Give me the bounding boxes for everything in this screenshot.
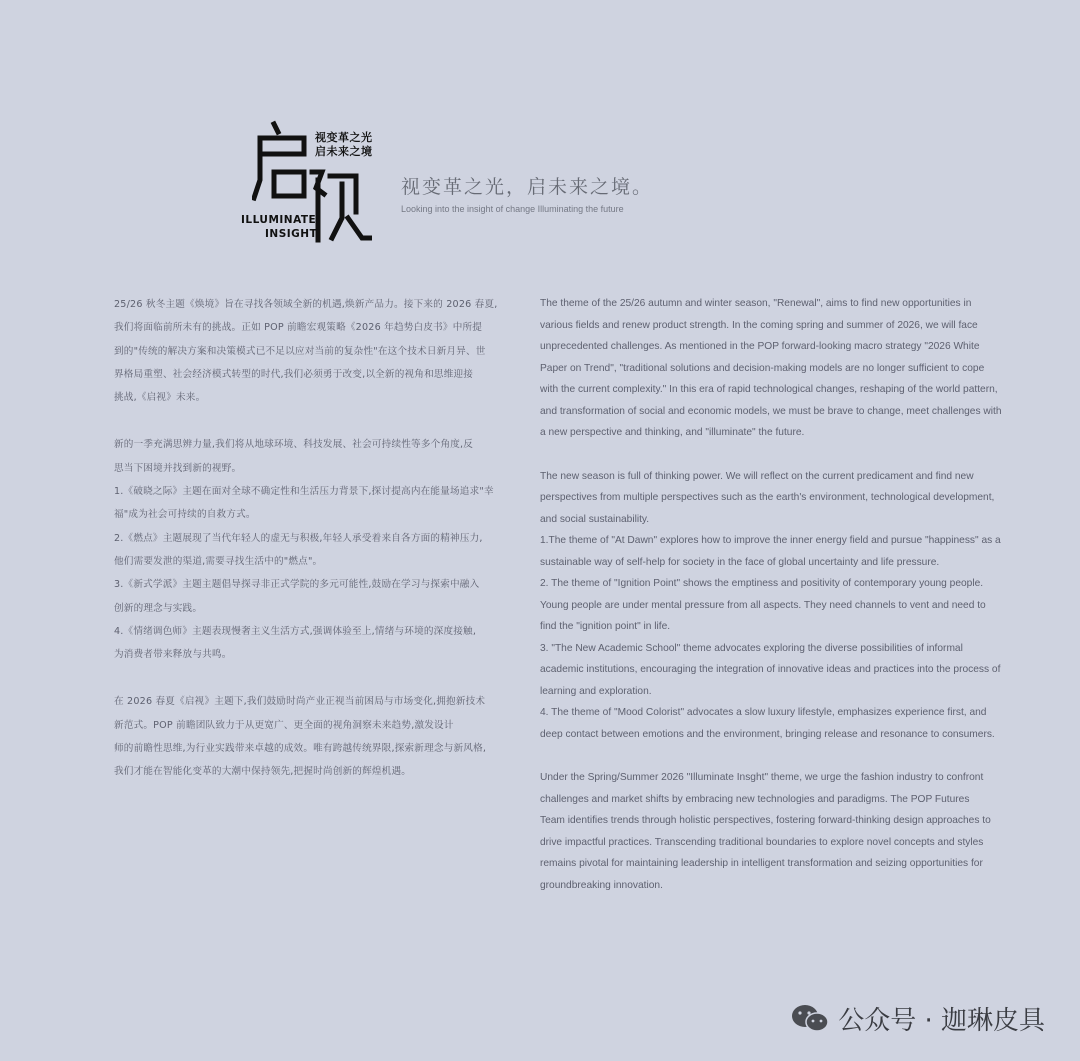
- text-line: 2.《燃点》主题展现了当代年轻人的虚无与积极,年轻人承受着来自各方面的精神压力,: [114, 532, 483, 544]
- english-paragraph-2: [540, 466, 1028, 746]
- text-line: Paper on Trend", "traditional solutions and decision-making models are no longer sufficient to cope: [540, 362, 985, 374]
- logo-en-line2: INSIGHT: [265, 228, 318, 240]
- watermark-label: 公众号 · 迦琳皮具: [838, 1006, 1045, 1036]
- logo-cn-line1: 视变革之光: [315, 131, 373, 144]
- text-line: and transformation of social and economic models, we must be brave to change, meet challenges with: [540, 405, 1002, 417]
- text-line: Young people are under mental pressure from all aspects. They need channels to vent and need to: [540, 599, 986, 611]
- text-line: various fields and renew product strength. In the coming spring and summer of 2026, we will face: [540, 319, 978, 331]
- text-line: 4.《情绪调色师》主题表现慢奢主义生活方式,强调体验至上,情绪与环境的深度接触,: [114, 625, 477, 637]
- english-paragraph-1: [540, 293, 1028, 444]
- text-line: 在 2026 春夏《启视》主题下,我们鼓励时尚产业正视当前困局与市场变化,拥抱新技术: [114, 696, 486, 708]
- text-line: Under the Spring/Summer 2026 "Illuminate Insght" theme, we urge the fashion industry to confront: [540, 772, 984, 783]
- text-line: deep contact between emotions and the environment, bringing release and resonance to consumers.: [540, 728, 995, 740]
- logo-cn-line2: 启未来之境: [315, 145, 373, 158]
- text-line: drive impactful practices. Transcending traditional boundaries to explore novel concepts and styles: [540, 836, 984, 848]
- text-line: with the current complexity." In this era of rapid technological changes, reshaping of the world pattern,: [540, 384, 998, 395]
- text-line: 思当下困境并找到新的视野。: [114, 462, 242, 474]
- text-line: 新的一季充满思辨力量,我们将从地球环境、科技发展、社会可持续性等多个角度,反: [114, 439, 474, 451]
- text-line: 到的"传统的解决方案和决策模式已不足以应对当前的复杂性"在这个技术日新月异、世: [114, 345, 486, 357]
- logo-en-line1: ILLUMINATE: [241, 214, 317, 226]
- text-line: sustainable way of self-help for society in the face of global uncertainty and life pressure.: [540, 556, 940, 568]
- text-line: 他们需要发泄的渠道,需要寻找生活中的"燃点"。: [114, 555, 323, 567]
- chinese-paragraph-1: [114, 293, 524, 409]
- text-line: 4. The theme of "Mood Colorist" advocates a slow luxury lifestyle, emphasizes experience first, and: [540, 707, 987, 718]
- text-line: 师的前瞻性思维,为行业实践带来卓越的成效。唯有跨越传统界限,探索新理念与新风格,: [114, 743, 487, 755]
- chinese-column: [114, 293, 524, 784]
- text-line: 创新的理念与实践。: [114, 602, 203, 614]
- chinese-paragraph-3: [114, 690, 524, 783]
- text-line: 2. The theme of "Ignition Point" shows the emptiness and positivity of contemporary young people.: [540, 578, 984, 589]
- text-line: unprecedented challenges. As mentioned in the POP forward-looking macro strategy "2026 White: [540, 341, 980, 352]
- text-line: 界格局重塑、社会经济模式转型的时代,我们必须勇于改变,以全新的视角和思维迎接: [114, 368, 474, 380]
- text-line: 新范式。POP 前瞻团队致力于从更宽广、更全面的视角洞察未来趋势,激发设计: [114, 719, 454, 731]
- text-line: groundbreaking innovation.: [540, 879, 663, 891]
- text-line: 3. "The New Academic School" theme advocates exploring the diverse possibilities of informal: [540, 642, 963, 654]
- text-line: The theme of the 25/26 autumn and winter season, "Renewal", aims to find new opportunities in: [540, 298, 972, 309]
- text-line: academic institutions, encouraging the integration of innovative ideas and practices into the process of: [540, 664, 1001, 675]
- text-line: find the "ignition point" in life.: [540, 621, 671, 632]
- text-line: challenges and market shifts by embracing new technologies and paradigms. The POP Futures: [540, 793, 970, 805]
- text-line: and social sustainability.: [540, 513, 650, 525]
- text-line: The new season is full of thinking power. We will reflect on the current predicament and find new: [540, 470, 974, 482]
- text-line: 1.《破晓之际》主题在面对全球不确定性和生活压力背景下,探讨提高内在能量场追求"幸: [114, 486, 494, 498]
- illuminate-insight-logo: [238, 120, 388, 245]
- english-paragraph-3: [540, 767, 1028, 896]
- text-line: 挑战,《启视》未来。: [114, 392, 206, 404]
- text-line: learning and exploration.: [540, 685, 652, 697]
- text-line: remains pivotal for maintaining leadership in intelligent transformation and seizing opportunities for: [540, 858, 983, 869]
- text-line: 为消费者带来释放与共鸣。: [114, 649, 232, 661]
- chinese-paragraph-2: [114, 433, 524, 666]
- text-line: Team identifies trends through holistic perspectives, fostering forward-thinking design approaches to: [540, 815, 991, 826]
- wechat-icon: [790, 1003, 830, 1035]
- english-column: [540, 293, 1028, 896]
- text-line: 我们将面临前所未有的挑战。正如 POP 前瞻宏观策略《2026 年趋势白皮书》中所提: [114, 322, 483, 334]
- text-line: 1.The theme of "At Dawn" explores how to improve the inner energy field and pursue "happiness" as a: [540, 535, 1001, 546]
- tagline-chinese: 视变革之光，启未来之境。: [401, 176, 654, 198]
- text-line: 3.《新式学派》主题主题倡导探寻非正式学院的多元可能性,鼓励在学习与探索中融入: [114, 579, 480, 591]
- text-line: 我们才能在智能化变革的大潮中保持领先,把握时尚创新的辉煌机遇。: [114, 766, 412, 778]
- watermark: [790, 1000, 1045, 1037]
- text-line: 福"成为社会可持续的自救方式。: [114, 509, 256, 521]
- text-line: 25/26 秋冬主题《焕境》旨在寻找各领域全新的机遇,焕新产品力。接下来的 2026 春夏,: [114, 299, 498, 310]
- tagline-english: Looking into the insight of change Illuminating the future: [401, 204, 624, 214]
- text-line: perspectives from multiple perspectives such as the earth's environment, technological development,: [540, 492, 995, 503]
- text-line: a new perspective and thinking, and "illuminate" the future.: [540, 427, 805, 438]
